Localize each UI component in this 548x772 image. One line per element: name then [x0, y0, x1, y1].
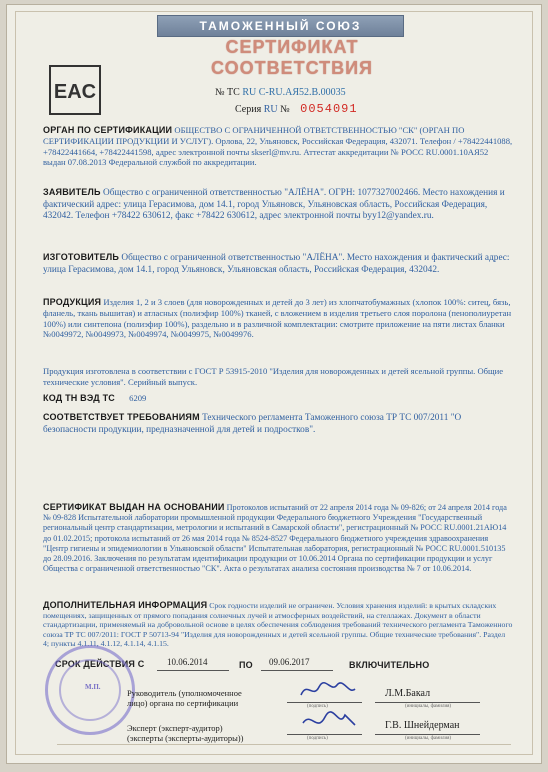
organ-label: ОРГАН ПО СЕРТИФИКАЦИИ: [43, 125, 173, 135]
validity-to-label: ПО: [239, 660, 253, 670]
organ-text: ОБЩЕСТВО С ОГРАНИЧЕННОЙ ОТВЕТСТВЕННОСТЬЮ "СК" (ОРГАН ПО СЕРТИФИКАЦИИ ПРОДУКЦИИ И УСЛУГ). Орлова, 22, Ульяновск, Российская Федерация, 432071. Телефон / +78422441088, +78422441664, +78422441598, адрес электронной почты skserl@mv.ru. Аттестат аккредитации № РОСС RU.0001.10АЯ52 выдан 07.08.2013 Федеральной службой по аккредитации.: [43, 125, 513, 168]
validity-from: 10.06.2014: [167, 657, 208, 667]
certificate-number: [215, 87, 346, 98]
head-label-2: лицо) органа по сертификации: [127, 698, 239, 708]
expert-label: [127, 723, 243, 743]
applicant-text: Общество с ограниченной ответственностью "АЛЁНА". ОГРН: 1077327002466. Место нахождения и фактический адрес: улица Герасимова, дом 14.1, город Ульяновск, Ульяновская область, Российская Федерация, 432042. Телефон +78422 630612, факс +78422 630612, адрес электронной почты byy12@yandex.ru.: [43, 188, 505, 222]
number-prefix: № ТС: [215, 87, 240, 98]
head-name: Л.М.Бакал: [385, 688, 431, 699]
conformity-text: Технического регламента Таможенного союза ТР ТС 007/2011 "О безопасности продукции, предназначенной для детей и подростков".: [43, 413, 462, 435]
expert-name-line: [375, 734, 480, 735]
head-signature: [297, 677, 357, 703]
organ-section: [43, 125, 513, 168]
basis-label: СЕРТИФИКАТ ВЫДАН НА ОСНОВАНИИ: [43, 502, 225, 512]
product-section: [43, 297, 513, 340]
validity-from-line: [157, 670, 229, 671]
stamp-mp-label: М.П.: [85, 683, 101, 691]
eac-mark: EAC: [53, 81, 97, 103]
basis-section: [43, 502, 513, 574]
additional-text: Срок годности изделий не ограничен. Условия хранения изделий: в крытых складских помещениях, защищенных от прямого попадания солнечных лучей и атмосферных воздействий, на стеллажах. Документ в области стандартизации, применяемый на добровольной основе в целях обеспечения соблюдения требований технического регламента Таможенного союза ТР ТС 007/2011: ГОСТ Р 50713-94 "Изделия для новорожденных и детей ясельной группы. Общие технические требования". Раздел 4; пункты 4.1.11, 4.1.12, 4.1.14, 4.1.15.: [43, 601, 513, 649]
applicant-section: [43, 187, 513, 223]
conformity-label: СООТВЕТСТВУЕТ ТРЕБОВАНИЯМ: [43, 412, 200, 422]
additional-label: ДОПОЛНИТЕЛЬНАЯ ИНФОРМАЦИЯ: [43, 600, 208, 610]
head-label: [127, 688, 242, 708]
customs-union-banner: ТАМОЖЕННЫЙ СОЮЗ: [157, 15, 404, 37]
basis-text: Протоколов испытаний от 22 апреля 2014 года № 09-826; от 24 апреля 2014 года № 09-828 Испытательной лаборатории промышленной продукции Федерального бюджетного Учреждения "Государственный региональный центр стандартизации, метрологии и испытаний в Самарской области", регистрационный № РОСС RU.0001.21АЮ14 до 01.02.2015; протокола испытаний от 26 мая 2014 года № 8524-8527 Федерального бюджетного учреждения здравоохранения "Центр гигиены и эпидемиологии в Ульяновской области" Испытательная лаборатория, регистрационный № РОСС RU.0001.510135 до 28.09.2016. Заключения по результатам идентификации продукции от 10.06.2014 Органа по сертификации продукции и услуг Общества с ограниченной ответственностью "СК". Акта о результатах анализа состояния производства № 7 от 10.06.2014.: [43, 503, 507, 574]
number-value: RU C-RU.АЯ52.В.00035: [242, 87, 346, 98]
validity-label: СРОК ДЕЙСТВИЯ С: [55, 659, 145, 669]
head-sig-caption: (подпись): [307, 704, 328, 709]
series-prefix: Серия: [235, 104, 262, 115]
validity-to: 09.06.2017: [269, 657, 310, 667]
expert-sig-caption: (подпись): [307, 736, 328, 741]
validity-inclusive: ВКЛЮЧИТЕЛЬНО: [349, 660, 430, 670]
tn-ved-value: 6209: [129, 393, 147, 403]
product-text-2: Продукция изготовлена в соответствии с ГОСТ Р 53915-2010 "Изделия для новорожденных и детей ясельной группы. Общие технические условия". Серийный выпуск.: [43, 366, 504, 387]
expert-name-caption: (инициалы, фамилия): [405, 736, 452, 741]
applicant-label: ЗАЯВИТЕЛЬ: [43, 187, 101, 197]
expert-signature: [299, 709, 359, 735]
expert-sig-line: [287, 734, 362, 735]
validity-to-line: [261, 670, 333, 671]
series-value: RU: [263, 104, 278, 115]
tn-ved-section: [43, 393, 513, 404]
expert-name: Г.В. Шнейдерман: [385, 720, 460, 731]
head-label-1: Руководитель (уполномоченное: [127, 688, 242, 698]
expert-label-2: (эксперты (эксперты-аудиторы)): [127, 733, 244, 743]
additional-section: [43, 601, 513, 649]
head-sig-line: [287, 702, 362, 703]
tn-ved-label: КОД ТН ВЭД ТС: [43, 393, 115, 403]
product-text: Изделия 1, 2 и 3 слоев (для новорожденных и детей до 3 лет) из хлопчатобумажных (хлопок 100%: ситец, бязь, фланель, ткань вышитая) и атласных (полиэфир 100%) тканей, с вложением в изделия третьего слоя поролона (пенополиуретан 100%) или синтепона (полиэфир 100%), раздельно и в различной комплектации: смотрите приложение на пяти листах бланки №0049972, №0049973, №0049974, №0049975, №0049976.: [43, 297, 512, 340]
certificate-page: [6, 4, 542, 764]
series-number: 0054091: [300, 102, 358, 116]
manufacturer-text: Общество с ограниченной ответственностью "АЛЁНА". Место нахождения и фактический адрес: улица Герасимова, дом 14.1, город Ульяновск, Ульяновская область, Российская Федерация, 432042.: [43, 253, 510, 275]
expert-label-1: Эксперт (эксперт-аудитор): [127, 723, 223, 733]
series-line: [235, 102, 358, 116]
product-label: ПРОДУКЦИЯ: [43, 297, 102, 307]
conformity-section: [43, 412, 513, 436]
series-no-prefix: №: [280, 104, 290, 115]
manufacturer-label: ИЗГОТОВИТЕЛЬ: [43, 252, 120, 262]
head-name-line: [375, 702, 480, 703]
printer-footer-strip: [57, 744, 511, 751]
certificate-title: СЕРТИФИКАТ СООТВЕТСТВИЯ: [211, 37, 373, 78]
eac-logo: [49, 65, 101, 115]
product-standard: [43, 366, 513, 388]
manufacturer-section: [43, 252, 513, 276]
head-name-caption: (инициалы, фамилия): [405, 704, 452, 709]
